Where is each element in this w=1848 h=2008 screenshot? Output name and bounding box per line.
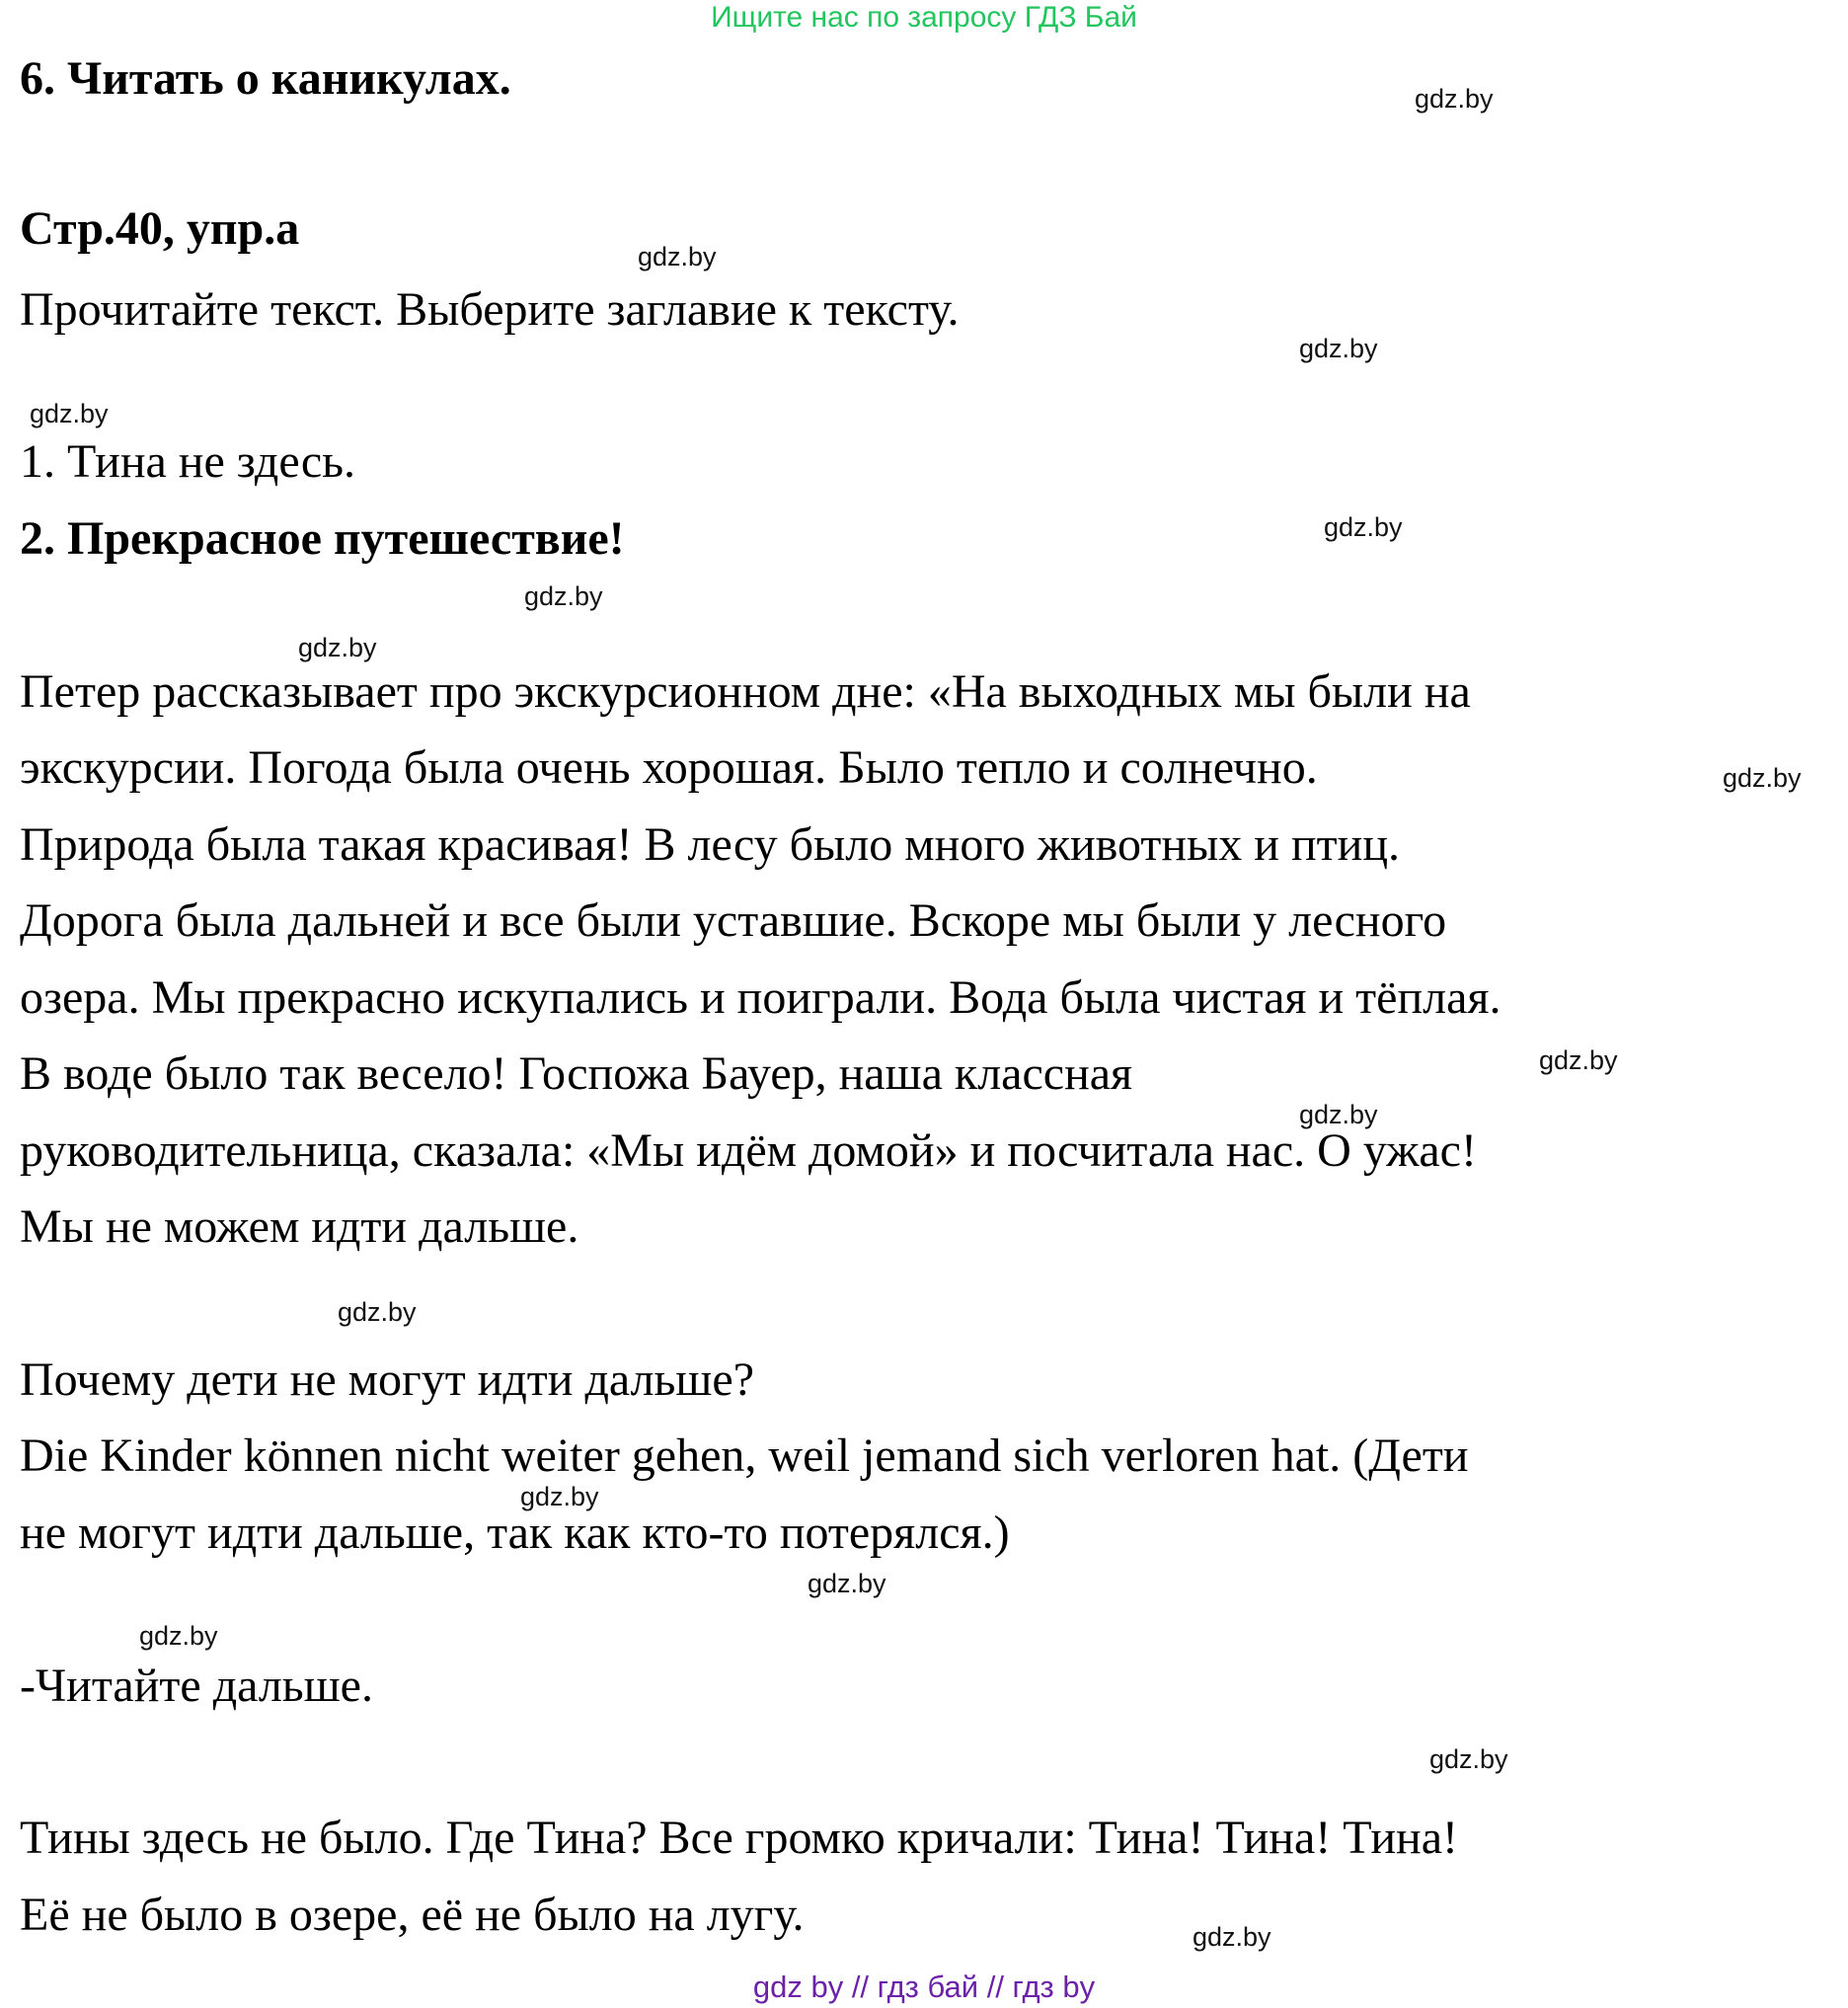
story-line: Дорога была дальней и все были уставшие. Вскоре мы были у лесного [20,894,1447,947]
option-2: 2. Прекрасное путешествие! [20,512,625,565]
continuation-line: Тины здесь не было. Где Тина? Все громко кричали: Тина! Тина! Тина! [20,1812,1459,1864]
answer-line: не могут идти дальше, так как кто-то потерялся.) [20,1506,1010,1559]
page-heading: 6. Читать о каникулах. [20,52,511,105]
story-line: Природа была такая красивая! В лесу было много животных и птиц. [20,818,1400,871]
watermark: gdz.by [139,1621,218,1651]
watermark: gdz.by [1415,84,1494,114]
answer-line: Die Kinder können nicht weiter gehen, weil jemand sich verloren hat. (Дети [20,1429,1469,1482]
watermark: gdz.by [298,633,377,662]
watermark: gdz.by [1723,763,1802,793]
story-line: Мы не можем идти дальше. [20,1200,579,1253]
watermark: gdz.by [30,399,109,428]
watermark: gdz.by [1299,1100,1378,1129]
read-further-text: -Читайте дальше. [20,1660,373,1712]
top-banner: Ищите нас по запросу ГДЗ Бай [711,1,1137,34]
watermark: gdz.by [638,242,717,271]
question-text: Почему дети не могут идти дальше? [20,1353,754,1406]
watermark: gdz.by [808,1569,886,1598]
task-text: Прочитайте текст. Выберите заглавие к тексту. [20,283,960,336]
bottom-banner: gdz by // гдз бай // гдз by [752,1969,1096,2004]
watermark: gdz.by [1429,1744,1508,1774]
watermark: gdz.by [1193,1922,1271,1952]
watermark: gdz.by [1324,512,1403,542]
watermark: gdz.by [1299,334,1378,363]
story-line: руководительница, сказала: «Мы идём домой» и посчитала нас. О ужас! [20,1124,1477,1177]
section-title: Стр.40, упр.а [20,202,300,255]
watermark: gdz.by [520,1482,599,1511]
option-1: 1. Тина не здесь. [20,435,356,488]
story-line: В воде было так весело! Госпожа Бауер, наша классная [20,1047,1133,1100]
watermark: gdz.by [524,581,603,611]
watermark: gdz.by [1539,1045,1618,1075]
continuation-line: Её не было в озере, её не было на лугу. [20,1889,805,1941]
story-line: озера. Мы прекрасно искупались и поиграли. Вода была чистая и тёплая. [20,971,1502,1024]
story-line: Петер рассказывает про экскурсионном дне: «На выходных мы были на [20,665,1471,718]
story-line: экскурсии. Погода была очень хорошая. Было тепло и солнечно. [20,741,1318,794]
watermark: gdz.by [338,1297,417,1327]
